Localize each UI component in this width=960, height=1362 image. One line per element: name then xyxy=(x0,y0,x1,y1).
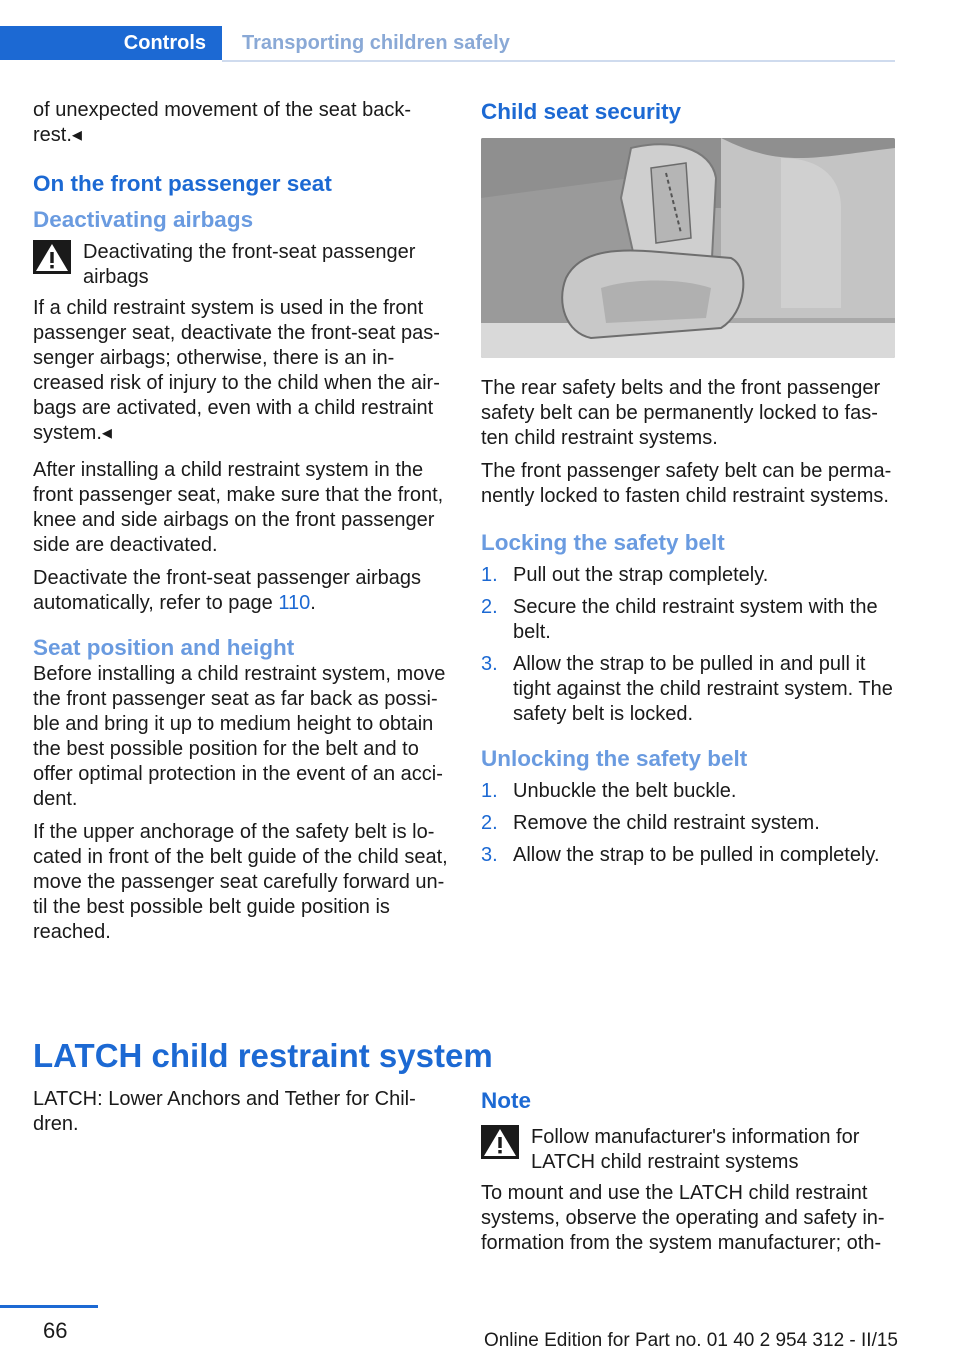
step-number: 2. xyxy=(481,596,498,618)
warning-triangle-icon xyxy=(481,1125,519,1159)
tab-underline xyxy=(222,60,895,62)
heading-seat-position: Seat position and height xyxy=(33,635,295,660)
child-seat-illustration xyxy=(481,138,895,358)
page-number: 66 xyxy=(43,1318,68,1343)
warning-body: If a child restraint system is used in the front passenger seat, deactivate the front-seat passenger airbags; otherwise, there is an increased risk of injury to the child when the airbags are activated, even with a child restraint system.◂ xyxy=(33,297,440,444)
after-installing-paragraph: After installing a child restraint system in the front passenger seat, make sure that the front, knee and side airbags on the front passenger side are deactivated. xyxy=(33,459,444,556)
list-item xyxy=(481,811,896,836)
upper-anchorage-paragraph: If the upper anchorage of the safety belt is located in front of the belt guide of the child seat, move the passenger seat carefully forward until the best possible belt guide position is reached. xyxy=(33,821,448,943)
warning-triangle-icon xyxy=(33,240,71,274)
front-belt-paragraph: The front passenger safety belt can be permanently locked to fasten child restraint systems. xyxy=(481,460,892,507)
list-item xyxy=(481,779,896,804)
latch-left-column xyxy=(33,1087,448,1145)
step-number: 3. xyxy=(481,653,498,675)
list-item xyxy=(481,563,896,588)
right-column xyxy=(481,98,896,876)
note-body: To mount and use the LATCH child restraint systems, observe the operating and safety information from the system manufacturer; oth- xyxy=(481,1182,885,1254)
step-number: 1. xyxy=(481,564,498,586)
tab-controls[interactable]: Controls xyxy=(0,26,222,60)
step-text: Pull out the strap completely. xyxy=(513,564,769,586)
step-number: 3. xyxy=(481,844,498,866)
edition-info: Online Edition for Part no. 01 40 2 954 312 - II/15 xyxy=(483,1330,898,1351)
heading-latch-system: LATCH child restraint system xyxy=(33,1037,493,1074)
before-installing-paragraph: Before installing a child restraint system, move the front passenger seat as far back as possible and bring it up to medium height to obtain the best possible position for the belt and to offer optimal protection in the event of an accident. xyxy=(33,663,446,810)
step-text: Allow the strap to be pulled in completely. xyxy=(513,844,880,866)
step-number: 2. xyxy=(481,812,498,834)
footer-rule xyxy=(0,1305,98,1308)
heading-unlocking-belt: Unlocking the safety belt xyxy=(481,746,748,771)
list-item xyxy=(481,843,896,868)
heading-note: Note xyxy=(481,1088,531,1113)
list-item xyxy=(481,595,896,645)
step-number: 1. xyxy=(481,780,498,802)
heading-deactivating-airbags: Deactivating airbags xyxy=(33,207,254,232)
warning-title: Deactivating the front-seat passenger airbags xyxy=(83,241,416,288)
deactivate-period: . xyxy=(310,592,316,614)
child-seat-photo xyxy=(481,138,895,358)
step-text: Allow the strap to be pulled in and pull it tight against the child restraint system. The safety belt is locked. xyxy=(513,653,893,725)
step-text: Unbuckle the belt buckle. xyxy=(513,780,737,802)
left-column xyxy=(33,98,448,953)
heading-front-passenger-seat: On the front passenger seat xyxy=(33,171,332,196)
heading-locking-belt: Locking the safety belt xyxy=(481,530,725,555)
header-tabbar xyxy=(0,26,895,62)
continued-paragraph: of unexpected movement of the seat backrest.◂ xyxy=(33,99,412,146)
note-warning-title: Follow manufacturer's information for LATCH child restraint systems xyxy=(531,1126,860,1173)
unlocking-steps-list xyxy=(481,779,896,868)
deactivate-paragraph xyxy=(33,566,448,616)
heading-child-seat-security: Child seat security xyxy=(481,99,682,124)
step-text: Remove the child restraint system. xyxy=(513,812,820,834)
step-text: Secure the child restraint system with the belt. xyxy=(513,596,878,643)
warning-deactivating-airbags xyxy=(33,240,448,290)
page-link-110[interactable]: 110 xyxy=(278,592,311,614)
tab-transporting-children[interactable]: Transporting children safely xyxy=(242,32,510,54)
latch-definition: LATCH: Lower Anchors and Tether for Children. xyxy=(33,1088,416,1135)
rear-belts-paragraph: The rear safety belts and the front passenger safety belt can be permanently locked to fasten child restraint systems. xyxy=(481,377,881,449)
deactivate-text: Deactivate the front-seat passenger airbags automatically, refer to page xyxy=(33,567,421,614)
latch-right-column xyxy=(481,1087,896,1264)
list-item xyxy=(481,652,896,727)
locking-steps-list xyxy=(481,563,896,727)
warning-latch xyxy=(481,1125,896,1175)
